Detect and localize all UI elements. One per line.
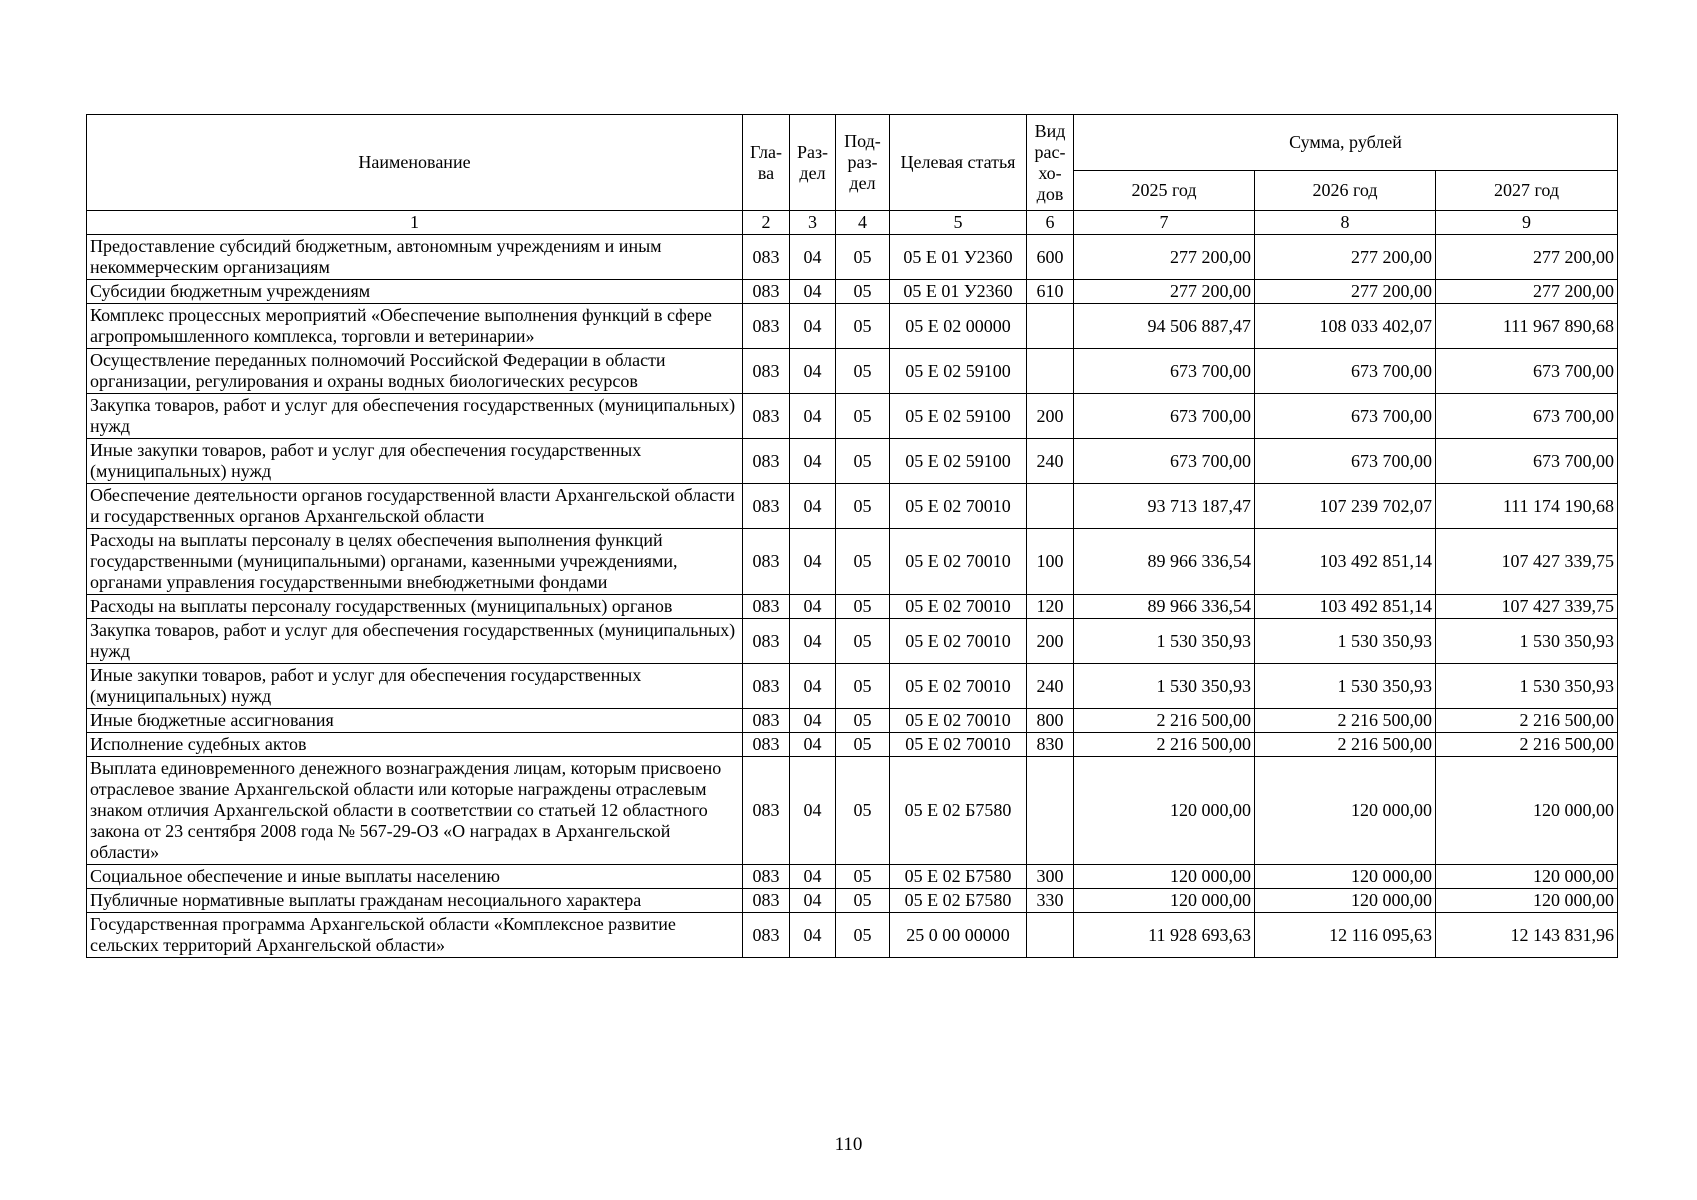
cell-sum-2025: 11 928 693,63 <box>1074 913 1255 958</box>
cell-sum-2025: 673 700,00 <box>1074 349 1255 394</box>
cell-target: 05 Е 02 70010 <box>890 733 1027 757</box>
cell-chapter: 083 <box>743 235 790 280</box>
column-number: 1 <box>87 211 743 235</box>
cell-chapter: 083 <box>743 304 790 349</box>
cell-sum-2025: 1 530 350,93 <box>1074 664 1255 709</box>
column-number-row <box>87 211 1618 235</box>
cell-sum-2026: 2 216 500,00 <box>1255 733 1436 757</box>
cell-section: 04 <box>790 439 836 484</box>
cell-sum-2027: 673 700,00 <box>1436 394 1618 439</box>
cell-name: Иные закупки товаров, работ и услуг для обеспечения государственных (муниципальных) нужд <box>87 664 743 709</box>
cell-section: 04 <box>790 484 836 529</box>
cell-name: Исполнение судебных актов <box>87 733 743 757</box>
cell-chapter: 083 <box>743 757 790 865</box>
cell-section: 04 <box>790 304 836 349</box>
cell-section: 04 <box>790 709 836 733</box>
cell-name: Социальное обеспечение и иные выплаты населению <box>87 865 743 889</box>
cell-sum-2025: 120 000,00 <box>1074 757 1255 865</box>
cell-target: 05 Е 02 59100 <box>890 394 1027 439</box>
cell-sum-2026: 108 033 402,07 <box>1255 304 1436 349</box>
cell-sum-2027: 107 427 339,75 <box>1436 529 1618 595</box>
cell-sum-2025: 673 700,00 <box>1074 394 1255 439</box>
cell-sum-2027: 277 200,00 <box>1436 235 1618 280</box>
cell-chapter: 083 <box>743 619 790 664</box>
cell-section: 04 <box>790 865 836 889</box>
cell-expense-type <box>1027 304 1074 349</box>
cell-sum-2026: 12 116 095,63 <box>1255 913 1436 958</box>
cell-subsection: 05 <box>836 484 890 529</box>
cell-sum-2027: 107 427 339,75 <box>1436 595 1618 619</box>
cell-name: Субсидии бюджетным учреждениям <box>87 280 743 304</box>
cell-chapter: 083 <box>743 709 790 733</box>
cell-sum-2026: 103 492 851,14 <box>1255 595 1436 619</box>
cell-sum-2027: 111 174 190,68 <box>1436 484 1618 529</box>
table-row <box>87 664 1618 709</box>
header-sum: Сумма, рублей <box>1074 115 1618 171</box>
table-row <box>87 529 1618 595</box>
cell-sum-2026: 103 492 851,14 <box>1255 529 1436 595</box>
cell-target: 05 Е 02 00000 <box>890 304 1027 349</box>
cell-expense-type: 300 <box>1027 865 1074 889</box>
cell-expense-type: 100 <box>1027 529 1074 595</box>
header-year-2027: 2027 год <box>1436 171 1618 211</box>
table-row <box>87 619 1618 664</box>
cell-target: 05 Е 01 У2360 <box>890 280 1027 304</box>
cell-sum-2025: 1 530 350,93 <box>1074 619 1255 664</box>
cell-sum-2025: 94 506 887,47 <box>1074 304 1255 349</box>
budget-table <box>86 114 1618 958</box>
cell-name: Закупка товаров, работ и услуг для обеспечения государственных (муниципальных) нужд <box>87 619 743 664</box>
cell-subsection: 05 <box>836 757 890 865</box>
cell-expense-type: 120 <box>1027 595 1074 619</box>
cell-subsection: 05 <box>836 913 890 958</box>
cell-subsection: 05 <box>836 235 890 280</box>
cell-section: 04 <box>790 280 836 304</box>
table-row <box>87 235 1618 280</box>
cell-sum-2027: 2 216 500,00 <box>1436 709 1618 733</box>
table-row <box>87 439 1618 484</box>
header-section <box>790 115 836 211</box>
cell-chapter: 083 <box>743 889 790 913</box>
table-header <box>87 115 1618 235</box>
cell-name: Комплекс процессных мероприятий «Обеспечение выполнения функций в сфере агропромышленного комплекса, торговли и ветеринарии» <box>87 304 743 349</box>
header-chapter <box>743 115 790 211</box>
cell-subsection: 05 <box>836 733 890 757</box>
cell-sum-2027: 12 143 831,96 <box>1436 913 1618 958</box>
cell-sum-2025: 89 966 336,54 <box>1074 529 1255 595</box>
cell-target: 05 Е 02 59100 <box>890 349 1027 394</box>
cell-expense-type: 240 <box>1027 439 1074 484</box>
cell-section: 04 <box>790 619 836 664</box>
cell-sum-2025: 2 216 500,00 <box>1074 709 1255 733</box>
table-row <box>87 349 1618 394</box>
cell-sum-2027: 1 530 350,93 <box>1436 664 1618 709</box>
cell-sum-2026: 107 239 702,07 <box>1255 484 1436 529</box>
cell-sum-2026: 120 000,00 <box>1255 889 1436 913</box>
cell-sum-2026: 1 530 350,93 <box>1255 619 1436 664</box>
cell-subsection: 05 <box>836 529 890 595</box>
header-subsection <box>836 115 890 211</box>
cell-expense-type: 800 <box>1027 709 1074 733</box>
cell-sum-2026: 120 000,00 <box>1255 757 1436 865</box>
cell-sum-2026: 277 200,00 <box>1255 280 1436 304</box>
cell-target: 05 Е 01 У2360 <box>890 235 1027 280</box>
cell-section: 04 <box>790 349 836 394</box>
cell-name: Иные закупки товаров, работ и услуг для обеспечения государственных (муниципальных) нужд <box>87 439 743 484</box>
cell-subsection: 05 <box>836 394 890 439</box>
cell-sum-2026: 673 700,00 <box>1255 394 1436 439</box>
cell-subsection: 05 <box>836 595 890 619</box>
cell-sum-2026: 1 530 350,93 <box>1255 664 1436 709</box>
cell-section: 04 <box>790 733 836 757</box>
cell-chapter: 083 <box>743 664 790 709</box>
table-row <box>87 280 1618 304</box>
header-target <box>890 115 1027 211</box>
cell-section: 04 <box>790 889 836 913</box>
cell-chapter: 083 <box>743 484 790 529</box>
page-number: 110 <box>834 1134 863 1155</box>
cell-expense-type: 330 <box>1027 889 1074 913</box>
cell-chapter: 083 <box>743 529 790 595</box>
cell-name: Иные бюджетные ассигнования <box>87 709 743 733</box>
cell-chapter: 083 <box>743 349 790 394</box>
header-expense-type-text: Вид рас-хо-дов <box>1034 120 1066 204</box>
table-row <box>87 484 1618 529</box>
cell-name: Расходы на выплаты персоналу государственных (муниципальных) органов <box>87 595 743 619</box>
cell-chapter: 083 <box>743 280 790 304</box>
cell-sum-2025: 2 216 500,00 <box>1074 733 1255 757</box>
cell-name: Публичные нормативные выплаты гражданам несоциального характера <box>87 889 743 913</box>
cell-expense-type: 240 <box>1027 664 1074 709</box>
cell-sum-2027: 120 000,00 <box>1436 865 1618 889</box>
table-body <box>87 235 1618 958</box>
cell-sum-2025: 89 966 336,54 <box>1074 595 1255 619</box>
column-number: 3 <box>790 211 836 235</box>
cell-subsection: 05 <box>836 865 890 889</box>
cell-name: Обеспечение деятельности органов государственной власти Архангельской области и государственных органов Архангельской области <box>87 484 743 529</box>
column-number: 8 <box>1255 211 1436 235</box>
cell-expense-type: 200 <box>1027 394 1074 439</box>
cell-subsection: 05 <box>836 709 890 733</box>
cell-sum-2025: 277 200,00 <box>1074 235 1255 280</box>
cell-subsection: 05 <box>836 619 890 664</box>
cell-sum-2025: 93 713 187,47 <box>1074 484 1255 529</box>
cell-chapter: 083 <box>743 733 790 757</box>
cell-chapter: 083 <box>743 595 790 619</box>
cell-target: 05 Е 02 Б7580 <box>890 757 1027 865</box>
header-expense-type <box>1027 115 1074 211</box>
cell-name: Предоставление субсидий бюджетным, автономным учреждениям и иным некоммерческим организациям <box>87 235 743 280</box>
cell-subsection: 05 <box>836 349 890 394</box>
column-number: 6 <box>1027 211 1074 235</box>
cell-section: 04 <box>790 529 836 595</box>
cell-target: 05 Е 02 70010 <box>890 529 1027 595</box>
cell-target: 05 Е 02 70010 <box>890 619 1027 664</box>
cell-chapter: 083 <box>743 865 790 889</box>
cell-subsection: 05 <box>836 439 890 484</box>
cell-sum-2025: 673 700,00 <box>1074 439 1255 484</box>
cell-expense-type <box>1027 913 1074 958</box>
cell-sum-2027: 2 216 500,00 <box>1436 733 1618 757</box>
table-row <box>87 733 1618 757</box>
cell-sum-2027: 111 967 890,68 <box>1436 304 1618 349</box>
cell-section: 04 <box>790 595 836 619</box>
cell-target: 05 Е 02 70010 <box>890 595 1027 619</box>
table-row <box>87 913 1618 958</box>
cell-target: 05 Е 02 70010 <box>890 664 1027 709</box>
cell-sum-2027: 673 700,00 <box>1436 349 1618 394</box>
cell-sum-2026: 120 000,00 <box>1255 865 1436 889</box>
cell-target: 05 Е 02 Б7580 <box>890 865 1027 889</box>
cell-sum-2026: 673 700,00 <box>1255 349 1436 394</box>
cell-sum-2026: 277 200,00 <box>1255 235 1436 280</box>
cell-expense-type: 600 <box>1027 235 1074 280</box>
cell-expense-type: 830 <box>1027 733 1074 757</box>
cell-sum-2027: 277 200,00 <box>1436 280 1618 304</box>
table-row <box>87 595 1618 619</box>
header-name: Наименование <box>87 115 743 211</box>
cell-sum-2025: 277 200,00 <box>1074 280 1255 304</box>
cell-subsection: 05 <box>836 304 890 349</box>
cell-subsection: 05 <box>836 280 890 304</box>
cell-chapter: 083 <box>743 913 790 958</box>
cell-sum-2027: 120 000,00 <box>1436 889 1618 913</box>
cell-sum-2026: 673 700,00 <box>1255 439 1436 484</box>
header-target-text: Целевая статья <box>900 152 1016 172</box>
cell-name: Выплата единовременного денежного вознаграждения лицам, которым присвоено отраслевое звание Архангельской области или которые награждены отраслевым знаком отличия Архангельской области в соответствии со статьей 12 областного закона от 23 сентября 2008 года № 567-29-ОЗ «О наградах в Архангельской области» <box>87 757 743 865</box>
cell-chapter: 083 <box>743 439 790 484</box>
cell-section: 04 <box>790 394 836 439</box>
header-year-2026: 2026 год <box>1255 171 1436 211</box>
cell-target: 05 Е 02 70010 <box>890 484 1027 529</box>
table-row <box>87 865 1618 889</box>
table-row <box>87 394 1618 439</box>
cell-sum-2026: 2 216 500,00 <box>1255 709 1436 733</box>
cell-expense-type: 610 <box>1027 280 1074 304</box>
column-number: 4 <box>836 211 890 235</box>
cell-chapter: 083 <box>743 394 790 439</box>
header-chapter-text: Гла-ва <box>749 141 783 183</box>
header-row-top <box>87 115 1618 171</box>
cell-name: Осуществление переданных полномочий Российской Федерации в области организации, регулирования и охраны водных биологических ресурсов <box>87 349 743 394</box>
table-row <box>87 889 1618 913</box>
cell-expense-type: 200 <box>1027 619 1074 664</box>
column-number: 7 <box>1074 211 1255 235</box>
header-subsection-text: Под-раз-дел <box>844 131 881 193</box>
cell-name: Государственная программа Архангельской области «Комплексное развитие сельских территорий Архангельской области» <box>87 913 743 958</box>
table-row <box>87 757 1618 865</box>
cell-sum-2027: 673 700,00 <box>1436 439 1618 484</box>
header-year-2025: 2025 год <box>1074 171 1255 211</box>
header-section-text: Раз-дел <box>796 141 829 183</box>
column-number: 2 <box>743 211 790 235</box>
cell-sum-2027: 120 000,00 <box>1436 757 1618 865</box>
cell-section: 04 <box>790 235 836 280</box>
table-row <box>87 709 1618 733</box>
cell-expense-type <box>1027 757 1074 865</box>
cell-section: 04 <box>790 664 836 709</box>
cell-section: 04 <box>790 913 836 958</box>
cell-target: 05 Е 02 70010 <box>890 709 1027 733</box>
cell-target: 05 Е 02 59100 <box>890 439 1027 484</box>
cell-section: 04 <box>790 757 836 865</box>
cell-sum-2025: 120 000,00 <box>1074 865 1255 889</box>
cell-subsection: 05 <box>836 889 890 913</box>
cell-subsection: 05 <box>836 664 890 709</box>
cell-name: Расходы на выплаты персоналу в целях обеспечения выполнения функций государственными (муниципальными) органами, казенными учреждениями, органами управления государственными внебюджетными фондами <box>87 529 743 595</box>
cell-sum-2025: 120 000,00 <box>1074 889 1255 913</box>
cell-target: 05 Е 02 Б7580 <box>890 889 1027 913</box>
cell-target: 25 0 00 00000 <box>890 913 1027 958</box>
cell-sum-2027: 1 530 350,93 <box>1436 619 1618 664</box>
column-number: 9 <box>1436 211 1618 235</box>
cell-expense-type <box>1027 484 1074 529</box>
table-row <box>87 304 1618 349</box>
cell-expense-type <box>1027 349 1074 394</box>
cell-name: Закупка товаров, работ и услуг для обеспечения государственных (муниципальных) нужд <box>87 394 743 439</box>
column-number: 5 <box>890 211 1027 235</box>
